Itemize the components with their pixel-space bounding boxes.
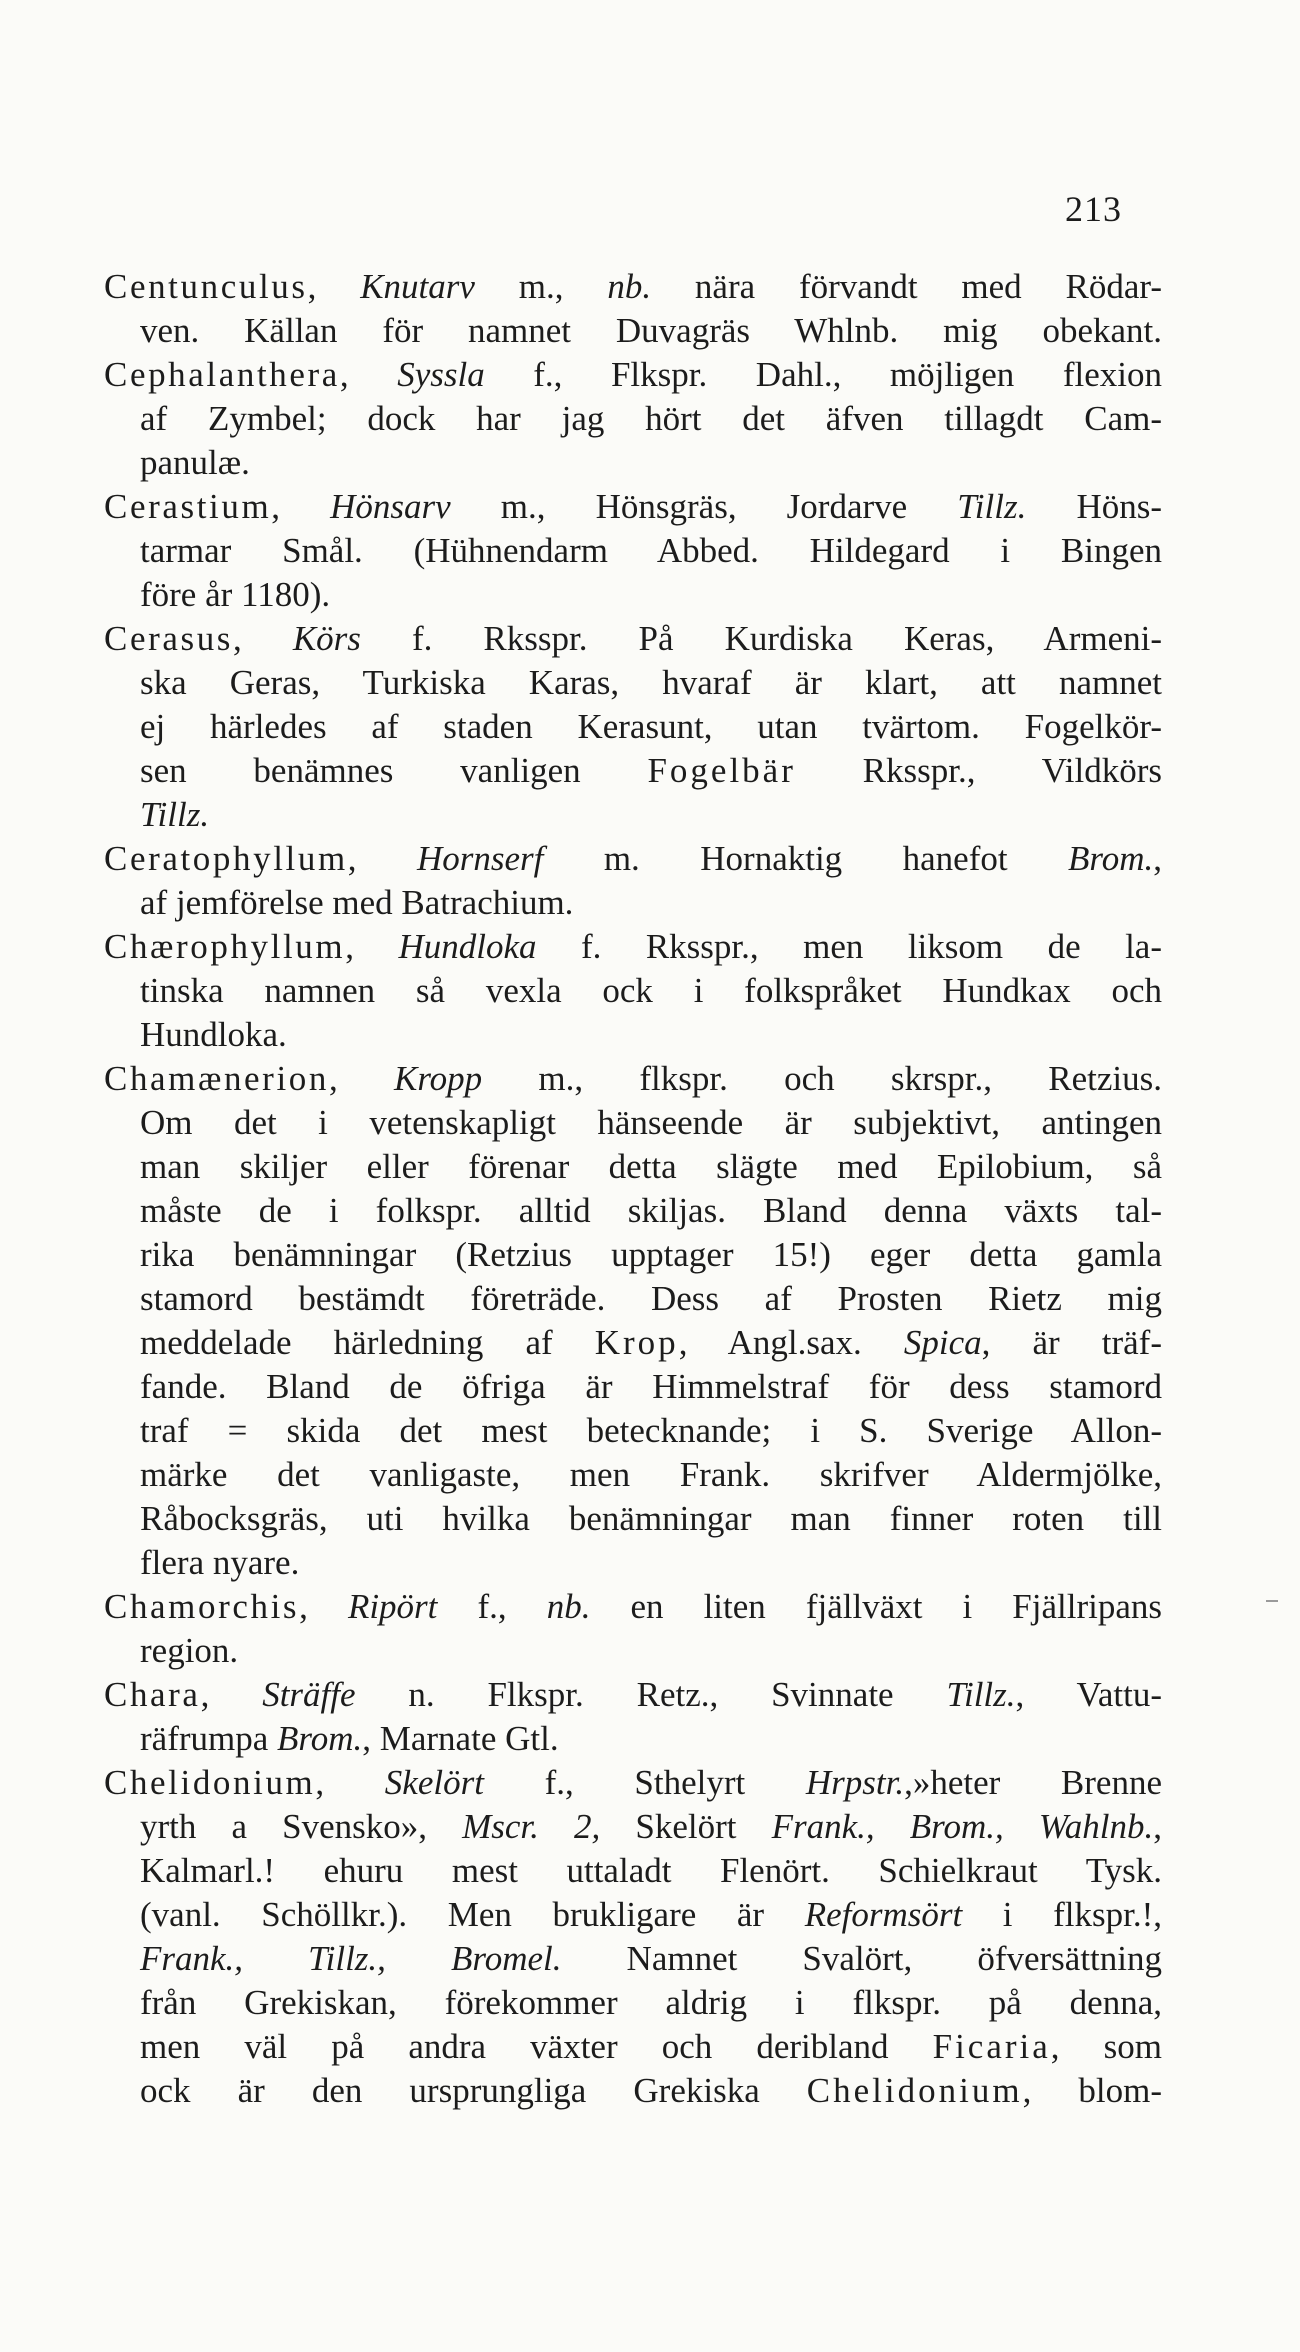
entry-term: Cephalanthera — [104, 355, 340, 394]
entry-line: ock är den ursprungliga Grekiska Chelidonium, blom- — [140, 2071, 1162, 2110]
entry-line: ska Geras, Turkiska Karas, hvaraf är klart, att namnet — [140, 663, 1162, 702]
entry-line: Hundloka. — [140, 1015, 287, 1054]
entry-line: sen benämnes vanligen Fogelbär Rksspr., Vildkörs — [140, 751, 1163, 790]
entry-line: Kalmarl.! ehuru mest uttaladt Flenört. Schielkraut Tysk. — [140, 1851, 1162, 1890]
entry-line: fande. Bland de öfriga är Himmelstraf för dess stamord — [140, 1367, 1162, 1406]
entry-line: Frank., Tillz., Bromel. Namnet Svalört, öfversättning — [140, 1939, 1162, 1978]
entry-line: men väl på andra växter och deribland Ficaria, som — [140, 2027, 1162, 2066]
entry-line: räfrumpa Brom., Marnate Gtl. — [140, 1719, 559, 1758]
entry-line: tinska namnen så vexla ock i folkspråket Hundkax och — [140, 971, 1162, 1010]
entry-line: af Zymbel; dock har jag hört det äfven tillagdt Cam- — [140, 399, 1162, 438]
margin-mark — [1266, 1600, 1278, 1602]
entry-line: Om det i vetenskapligt hänseende är subjektivt, antingen — [140, 1103, 1162, 1142]
entry-term: Cerastium — [104, 487, 272, 526]
entry-line: rika benämningar (Retzius upptager 15!) eger detta gamla — [140, 1235, 1162, 1274]
entry-term: Centunculus — [104, 267, 308, 306]
entry-line: före år 1180). — [140, 575, 331, 614]
entry-line: flera nyare. — [140, 1543, 300, 1582]
entry-line: (vanl. Schöllkr.). Men brukligare är Reformsört i flkspr.!, — [140, 1895, 1162, 1934]
entry-line: meddelade härledning af Krop, Angl.sax. Spica, är träf- — [140, 1323, 1162, 1362]
entry-chelidonium-line-1: Chelidonium, Skelört f., Sthelyrt Hrpstr.,»heter Brenne — [104, 1763, 1163, 1802]
entry-centunculus-line-1: Centunculus, Knutarv m., nb. nära förvandt med Rödar- — [104, 267, 1163, 306]
entry-line: från Grekiskan, förekommer aldrig i flkspr. på denna, — [140, 1983, 1162, 2022]
entry-line: Tillz. — [140, 795, 210, 834]
entry-term: Chelidonium — [104, 1763, 316, 1802]
entry-line: yrth a Svensko», Mscr. 2, Skelört Frank., Brom., Wahlnb., — [140, 1807, 1162, 1846]
entry-term: Chamorchis — [104, 1587, 300, 1626]
entry-term: Cerasus — [104, 619, 234, 658]
entry-line: måste de i folkspr. alltid skiljas. Bland denna växts tal- — [140, 1191, 1162, 1230]
entry-cerasus-line-1: Cerasus, Körs f. Rksspr. På Kurdiska Keras, Armeni- — [104, 619, 1163, 658]
entry-line: Råbocksgräs, uti hvilka benämningar man finner roten till — [140, 1499, 1162, 1538]
entry-term: Chamænerion — [104, 1059, 329, 1098]
entry-chaerophyllum-line-1: Chærophyllum, Hundloka f. Rksspr., men liksom de la- — [104, 927, 1162, 966]
entry-term: Ceratophyllum — [104, 839, 348, 878]
entry-chamorchis-line-1: Chamorchis, Ripört f., nb. en liten fjällväxt i Fjällripans — [104, 1587, 1163, 1626]
entry-line: stamord bestämdt företräde. Dess af Prosten Rietz mig — [140, 1279, 1162, 1318]
entry-line: panulæ. — [140, 443, 250, 482]
entry-line: traf = skida det mest betecknande; i S. Sverige Allon- — [140, 1411, 1162, 1450]
entry-line: ej härledes af staden Kerasunt, utan tvärtom. Fogelkör- — [140, 707, 1162, 746]
entry-cerastium-line-1: Cerastium, Hönsarv m., Hönsgräs, Jordarve Tillz. Höns- — [104, 487, 1162, 526]
page-number: 213 — [1065, 189, 1122, 229]
entry-term: Chara — [104, 1675, 201, 1714]
entry-term: Chærophyllum — [104, 927, 346, 966]
entry-line: märke det vanligaste, men Frank. skrifver Aldermjölke, — [140, 1455, 1162, 1494]
entry-line: ven. Källan för namnet Duvagräs Whlnb. mig obekant. — [140, 311, 1162, 350]
entry-ceratophyllum-line-1: Ceratophyllum, Hornserf m. Hornaktig hanefot Brom., — [104, 839, 1162, 878]
entry-line: tarmar Smål. (Hühnendarm Abbed. Hildegard i Bingen — [140, 531, 1162, 570]
entry-chara-line-1: Chara, Sträffe n. Flkspr. Retz., Svinnate Tillz., Vattu- — [104, 1675, 1163, 1714]
entry-line: man skiljer eller förenar detta slägte med Epilobium, så — [140, 1147, 1162, 1186]
entry-line: region. — [140, 1631, 239, 1670]
entry-chamaenerion-line-1: Chamænerion, Kropp m., flkspr. och skrspr., Retzius. — [104, 1059, 1163, 1098]
entry-line: af jemförelse med Batrachium. — [140, 883, 574, 922]
entry-cephalanthera-line-1: Cephalanthera, Syssla f., Flkspr. Dahl., möjligen flexion — [104, 355, 1162, 394]
